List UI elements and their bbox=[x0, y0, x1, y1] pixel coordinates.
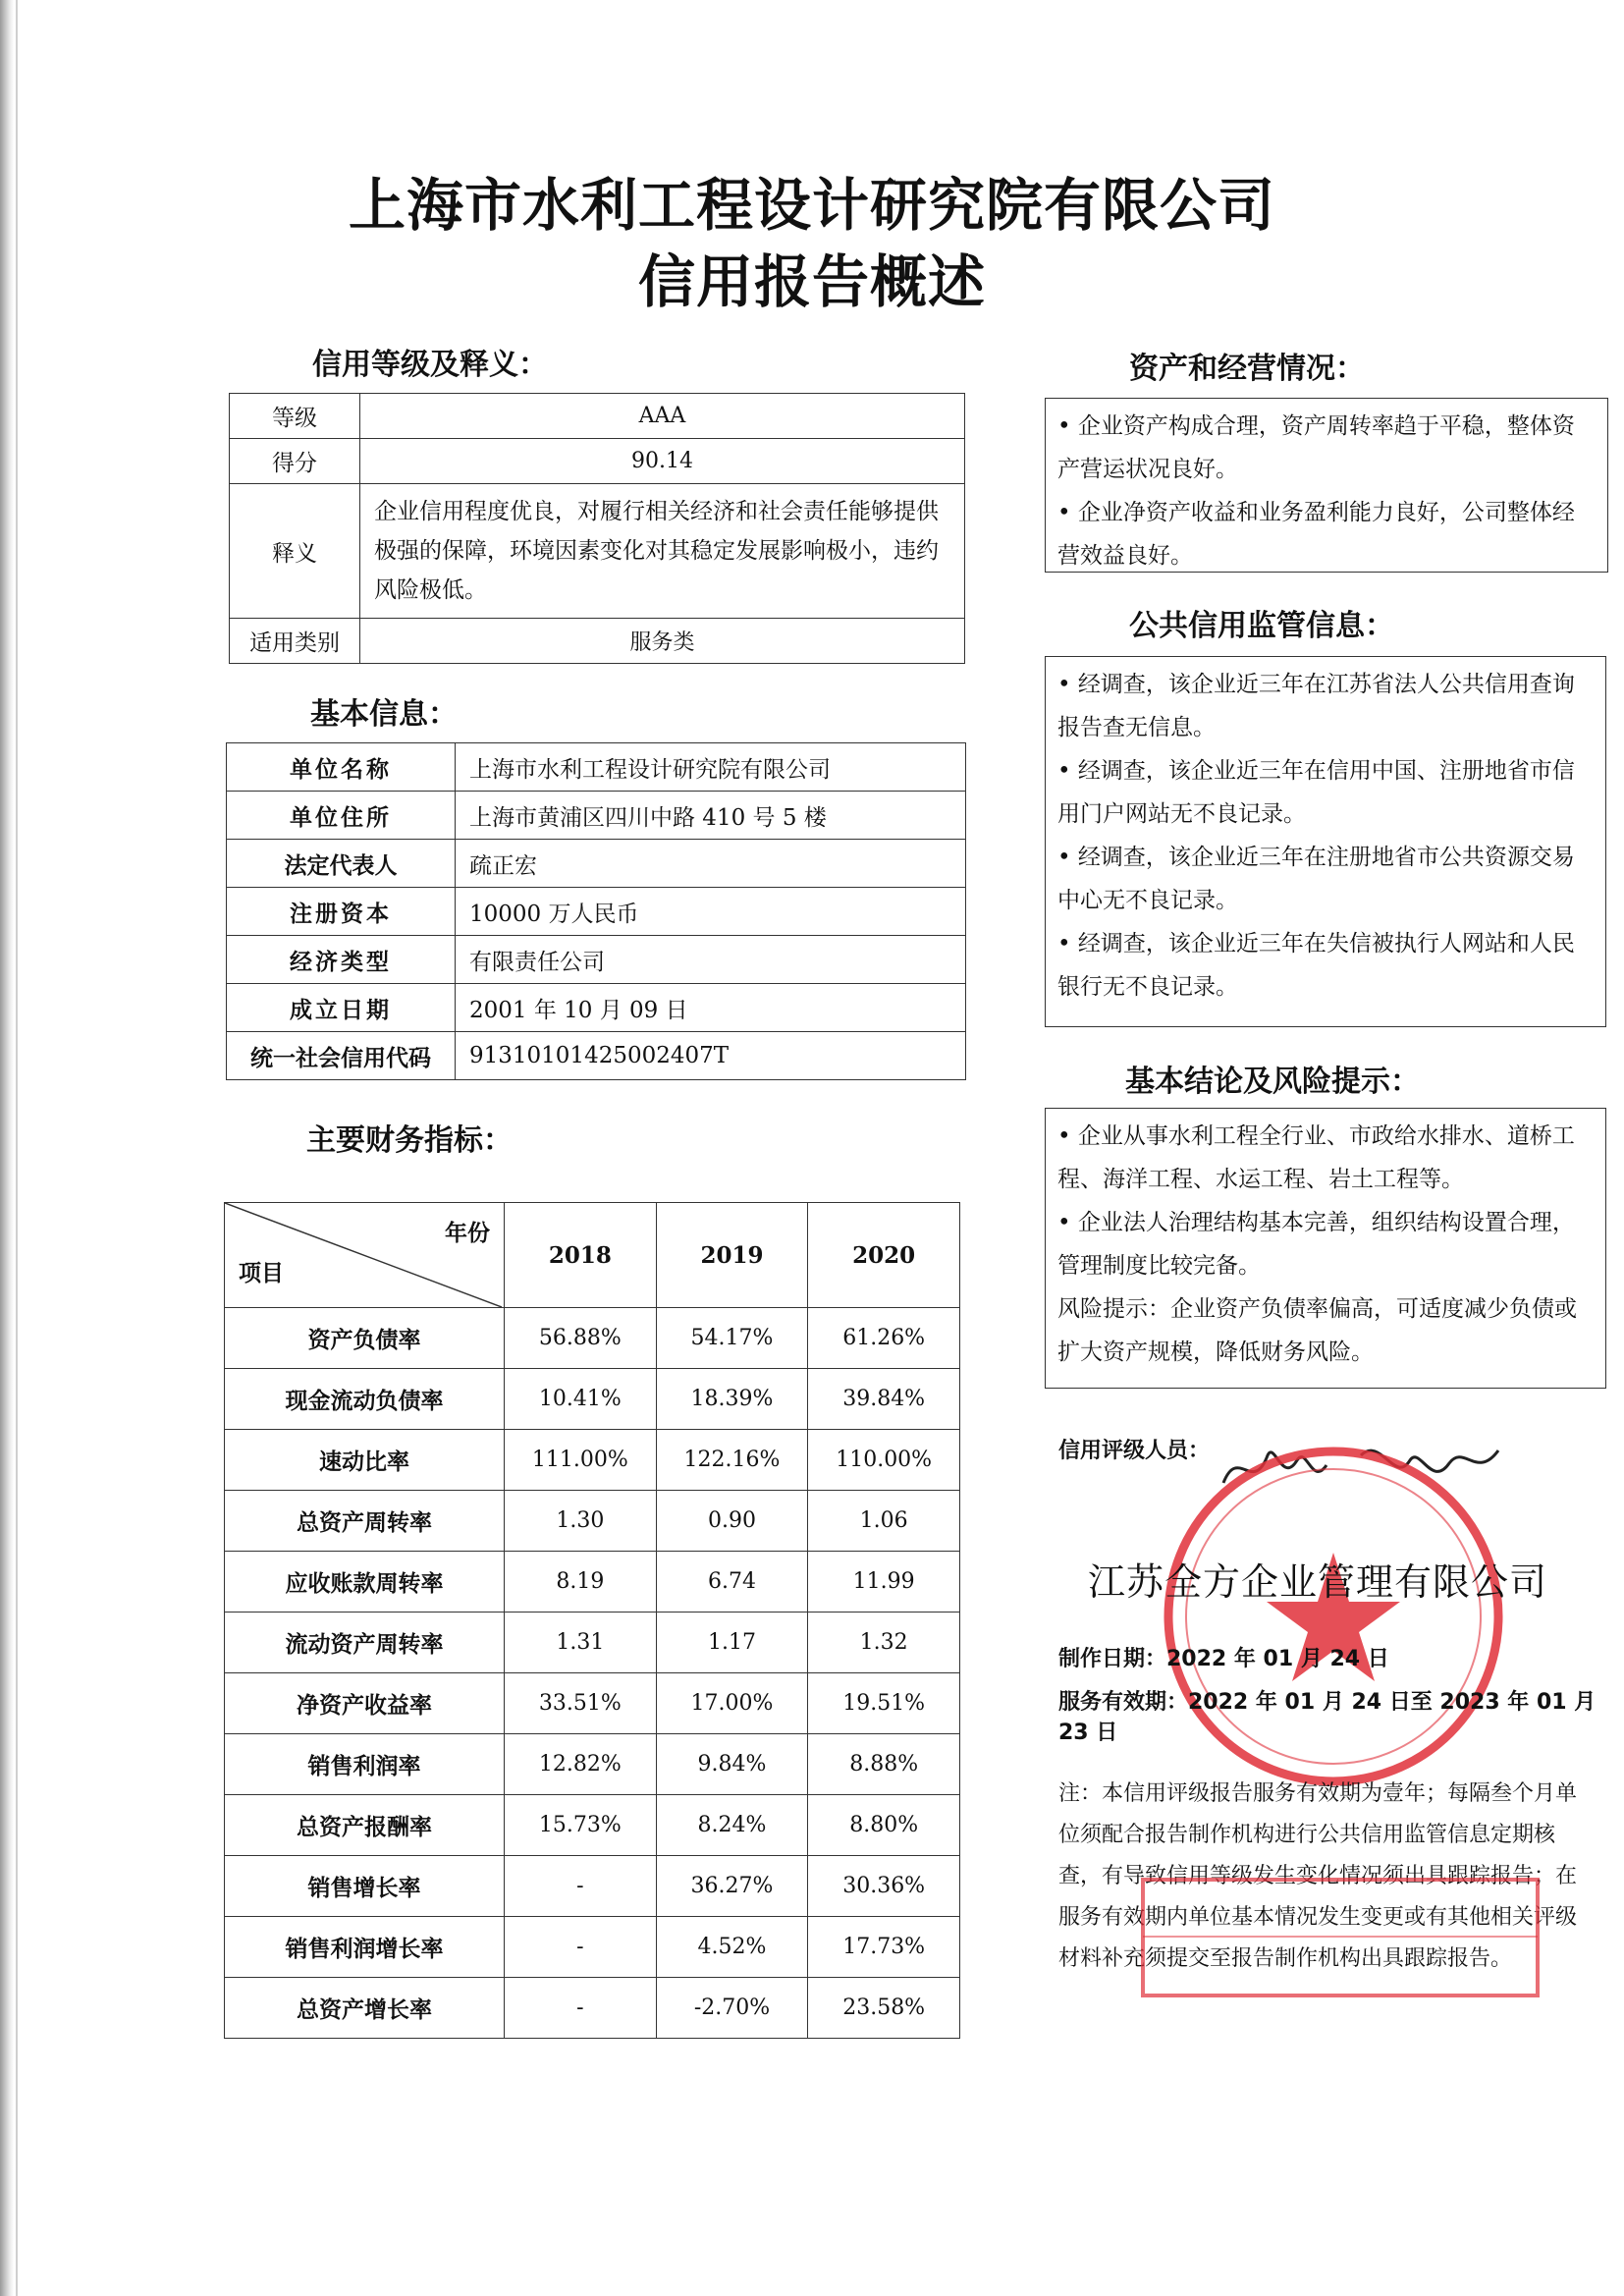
finance-value: 111.00% bbox=[505, 1430, 657, 1491]
public-item: • 经调查，该企业近三年在注册地省市公共资源交易中心无不良记录。 bbox=[1057, 845, 1575, 913]
page-edge-line bbox=[16, 0, 18, 2296]
info-row bbox=[227, 984, 966, 1032]
info-value: 有限责任公司 bbox=[456, 936, 966, 984]
finance-row bbox=[225, 1795, 960, 1856]
finance-row bbox=[225, 1978, 960, 2039]
finance-value: 1.31 bbox=[505, 1613, 657, 1673]
finance-metric: 销售利润率 bbox=[225, 1734, 505, 1795]
finance-value: 11.99 bbox=[808, 1552, 960, 1613]
level-value: AAA bbox=[360, 394, 965, 439]
conclusion-item: • 企业从事水利工程全行业、市政给水排水、道桥工程、海洋工程、水运工程、岩土工程等。 bbox=[1057, 1123, 1575, 1192]
finance-value: 4.52% bbox=[656, 1917, 808, 1978]
finance-value: 8.80% bbox=[808, 1795, 960, 1856]
finance-value: 61.26% bbox=[808, 1308, 960, 1369]
finance-value: 8.24% bbox=[656, 1795, 808, 1856]
header-item: 项目 bbox=[239, 1261, 284, 1286]
score-value: 90.14 bbox=[360, 439, 965, 484]
finance-value: 33.51% bbox=[505, 1673, 657, 1734]
level-label: 等级 bbox=[230, 394, 360, 439]
finance-metric: 总资产周转率 bbox=[225, 1491, 505, 1552]
finance-metric: 应收账款周转率 bbox=[225, 1552, 505, 1613]
finance-value: -2.70% bbox=[656, 1978, 808, 2039]
info-value: 91310101425002407T bbox=[456, 1032, 966, 1080]
desc-value: 企业信用程度优良，对履行相关经济和社会责任能够提供极强的保障，环境因素变化对其稳定发展影响极小，违约风险极低。 bbox=[360, 484, 965, 619]
finance-value: 30.36% bbox=[808, 1856, 960, 1917]
public-item: • 经调查，该企业近三年在失信被执行人网站和人民银行无不良记录。 bbox=[1057, 931, 1575, 1000]
finance-row bbox=[225, 1552, 960, 1613]
signer-label: 信用评级人员： bbox=[1058, 1439, 1211, 1463]
assets-heading: 资产和经营情况： bbox=[1129, 352, 1365, 386]
page-shadow bbox=[0, 0, 14, 2296]
finance-metric: 总资产增长率 bbox=[225, 1978, 505, 2039]
finance-value: 110.00% bbox=[808, 1430, 960, 1491]
finance-value: 122.16% bbox=[656, 1430, 808, 1491]
info-value: 上海市黄浦区四川中路 410 号 5 楼 bbox=[456, 792, 966, 840]
finance-value: 0.90 bbox=[656, 1491, 808, 1552]
finance-value: 1.32 bbox=[808, 1613, 960, 1673]
finance-value: 39.84% bbox=[808, 1369, 960, 1430]
grade-table bbox=[229, 393, 965, 664]
assets-box bbox=[1045, 398, 1608, 573]
finance-value: 8.19 bbox=[505, 1552, 657, 1613]
finance-value: 1.17 bbox=[656, 1613, 808, 1673]
year-2020: 2020 bbox=[808, 1203, 960, 1308]
report-note: 注：本信用评级报告服务有效期为壹年；每隔叁个月单位须配合报告制作机构进行公共信用监管信息定期核查，有导致信用等级发生变化情况须出具跟踪报告；在服务有效期内单位基本情况发生变更或有其他相关评级材料补充须提交至报告制作机构出具跟踪报告。 bbox=[1058, 1781, 1578, 1971]
finance-value: 56.88% bbox=[505, 1308, 657, 1369]
finance-value: 54.17% bbox=[656, 1308, 808, 1369]
finance-table bbox=[224, 1202, 960, 2039]
finance-value: 8.88% bbox=[808, 1734, 960, 1795]
year-2019: 2019 bbox=[656, 1203, 808, 1308]
finance-row bbox=[225, 1613, 960, 1673]
finance-value: 12.82% bbox=[505, 1734, 657, 1795]
finance-row bbox=[225, 1491, 960, 1552]
finance-value: 17.00% bbox=[656, 1673, 808, 1734]
finance-row bbox=[225, 1734, 960, 1795]
finance-value: 1.06 bbox=[808, 1491, 960, 1552]
info-row bbox=[227, 1032, 966, 1080]
info-row bbox=[227, 792, 966, 840]
info-label: 成立日期 bbox=[227, 984, 456, 1032]
conclusion-item: • 企业法人治理结构基本完善，组织结构设置合理，管理制度比较完备。 bbox=[1057, 1210, 1575, 1279]
conclusion-heading: 基本结论及风险提示： bbox=[1125, 1065, 1420, 1099]
finance-metric: 净资产收益率 bbox=[225, 1673, 505, 1734]
finance-metric: 现金流动负债率 bbox=[225, 1369, 505, 1430]
report-stamp bbox=[1139, 1876, 1542, 1999]
info-row bbox=[227, 840, 966, 888]
assets-item: • 企业净资产收益和业务盈利能力良好，公司整体经营效益良好。 bbox=[1057, 500, 1575, 569]
assets-item: • 企业资产构成合理，资产周转率趋于平稳，整体资产营运状况良好。 bbox=[1057, 413, 1575, 482]
finance-value: 9.84% bbox=[656, 1734, 808, 1795]
info-label: 单位名称 bbox=[227, 743, 456, 792]
finance-value: 23.58% bbox=[808, 1978, 960, 2039]
finance-row bbox=[225, 1308, 960, 1369]
finance-value: 1.30 bbox=[505, 1491, 657, 1552]
company-title: 上海市水利工程设计研究院有限公司 bbox=[348, 172, 1275, 239]
public-item: • 经调查，该企业近三年在信用中国、注册地省市信用门户网站无不良记录。 bbox=[1057, 758, 1575, 827]
finance-row bbox=[225, 1917, 960, 1978]
info-label: 注册资本 bbox=[227, 888, 456, 936]
finance-metric: 销售增长率 bbox=[225, 1856, 505, 1917]
made-date: 制作日期：2022 年 01 月 24 日 bbox=[1058, 1647, 1389, 1671]
info-row bbox=[227, 888, 966, 936]
finance-value: 19.51% bbox=[808, 1673, 960, 1734]
finance-row bbox=[225, 1430, 960, 1491]
finance-row bbox=[225, 1673, 960, 1734]
finance-value: - bbox=[505, 1917, 657, 1978]
finance-value: 36.27% bbox=[656, 1856, 808, 1917]
info-label: 法定代表人 bbox=[227, 840, 456, 888]
finance-header-corner bbox=[225, 1203, 505, 1308]
finance-value: - bbox=[505, 1856, 657, 1917]
finance-row bbox=[225, 1856, 960, 1917]
info-label: 经济类型 bbox=[227, 936, 456, 984]
finance-metric: 销售利润增长率 bbox=[225, 1917, 505, 1978]
header-year: 年份 bbox=[445, 1221, 490, 1246]
finance-metric: 总资产报酬率 bbox=[225, 1795, 505, 1856]
public-box bbox=[1045, 656, 1606, 1027]
finance-value: 17.73% bbox=[808, 1917, 960, 1978]
finance-value: 18.39% bbox=[656, 1369, 808, 1430]
finance-value: 15.73% bbox=[505, 1795, 657, 1856]
info-label: 统一社会信用代码 bbox=[227, 1032, 456, 1080]
conclusion-box bbox=[1045, 1108, 1606, 1389]
issuer-company: 江苏全方企业管理有限公司 bbox=[1088, 1560, 1548, 1604]
finance-value: 10.41% bbox=[505, 1369, 657, 1430]
grade-heading: 信用等级及释义： bbox=[312, 348, 548, 382]
info-value: 上海市水利工程设计研究院有限公司 bbox=[456, 743, 966, 792]
score-label: 得分 bbox=[230, 439, 360, 484]
report-title: 信用报告概述 bbox=[637, 248, 986, 315]
finance-value: 6.74 bbox=[656, 1552, 808, 1613]
category-value: 服务类 bbox=[360, 619, 965, 664]
category-label: 适用类别 bbox=[230, 619, 360, 664]
finance-metric: 流动资产周转率 bbox=[225, 1613, 505, 1673]
finance-metric: 速动比率 bbox=[225, 1430, 505, 1491]
info-row bbox=[227, 743, 966, 792]
finance-value: - bbox=[505, 1978, 657, 2039]
public-item: • 经调查，该企业近三年在江苏省法人公共信用查询报告查无信息。 bbox=[1057, 672, 1575, 740]
info-label: 单位住所 bbox=[227, 792, 456, 840]
public-heading: 公共信用监管信息： bbox=[1129, 609, 1394, 643]
finance-row bbox=[225, 1369, 960, 1430]
finance-heading: 主要财务指标： bbox=[306, 1123, 513, 1158]
info-value: 10000 万人民币 bbox=[456, 888, 966, 936]
info-value: 2001 年 10 月 09 日 bbox=[456, 984, 966, 1032]
finance-metric: 资产负债率 bbox=[225, 1308, 505, 1369]
desc-label: 释义 bbox=[230, 484, 360, 619]
year-2018: 2018 bbox=[505, 1203, 657, 1308]
info-row bbox=[227, 936, 966, 984]
valid-date: 服务有效期：2022 年 01 月 24 日至 2023 年 01 月 23 日 bbox=[1058, 1690, 1597, 1745]
basic-heading: 基本信息： bbox=[310, 697, 458, 732]
basic-info-table bbox=[226, 742, 966, 1080]
risk-tip: 风险提示：企业资产负债率偏高，可适度减少负债或扩大资产规模，降低财务风险。 bbox=[1057, 1296, 1577, 1365]
info-value: 疏正宏 bbox=[456, 840, 966, 888]
